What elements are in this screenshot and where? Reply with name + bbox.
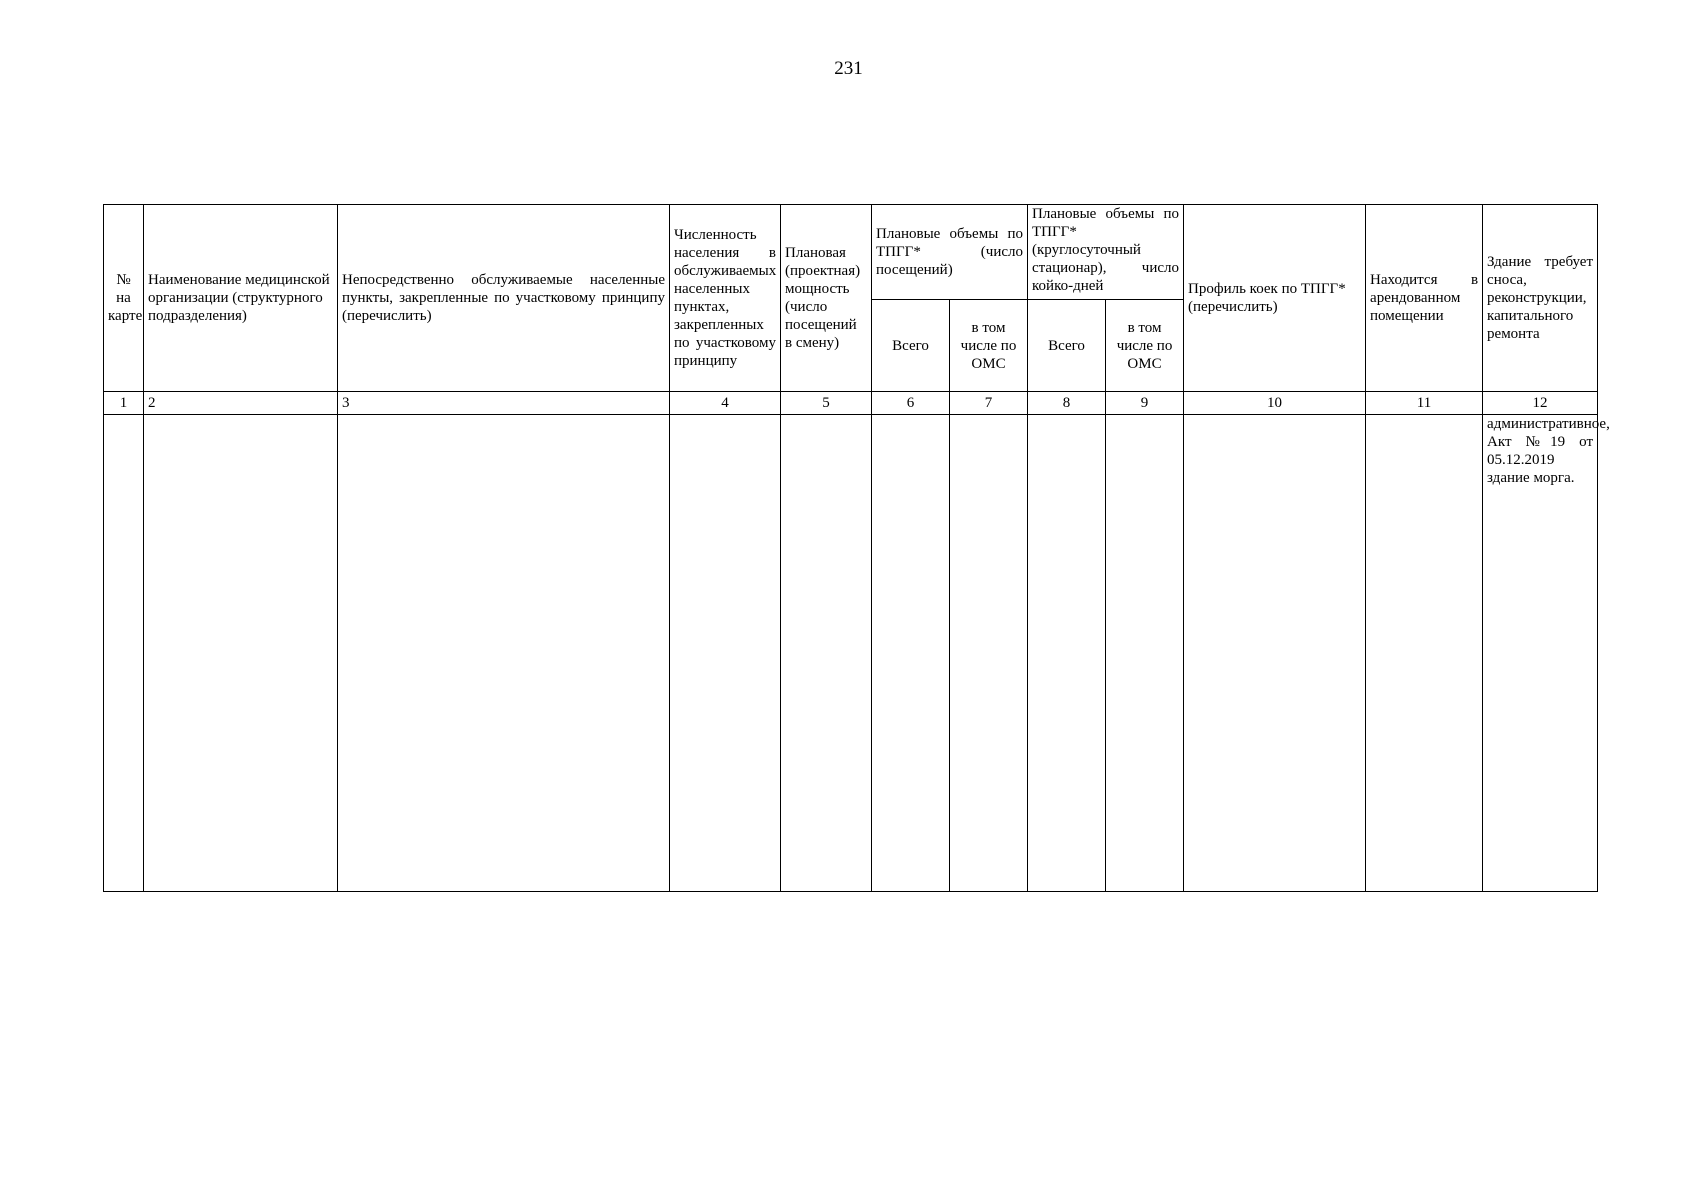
column-numbers-row bbox=[104, 392, 1598, 415]
cell-rented-premises bbox=[1366, 415, 1483, 892]
header-rented-premises: Находится в арендованном помещении bbox=[1366, 205, 1483, 392]
header-visits-oms: в том числе по ОМС bbox=[950, 300, 1028, 392]
header-population: Численность населения в обслуживаемых населенных пунктах, закрепленных по участковому принципу bbox=[670, 205, 781, 392]
column-number: 6 bbox=[872, 392, 950, 415]
column-number: 1 bbox=[104, 392, 144, 415]
column-number: 4 bbox=[670, 392, 781, 415]
cell-organization-name bbox=[144, 415, 338, 892]
header-bed-days-group: Плановые объемы по ТПГГ* (круглосуточный стационар), число койко-дней bbox=[1028, 205, 1184, 300]
column-number: 7 bbox=[950, 392, 1028, 415]
column-number: 5 bbox=[781, 392, 872, 415]
cell-bed-profile bbox=[1184, 415, 1366, 892]
column-number: 9 bbox=[1106, 392, 1184, 415]
cell-bed-days-oms bbox=[1106, 415, 1184, 892]
header-bed-profile: Профиль коек по ТПГГ* (перечислить) bbox=[1184, 205, 1366, 392]
cell-planned-capacity bbox=[781, 415, 872, 892]
column-number: 11 bbox=[1366, 392, 1483, 415]
header-bed-days-oms: в том числе по ОМС bbox=[1106, 300, 1184, 392]
data-table bbox=[103, 204, 1610, 892]
header-organization-name: Наименование медицинской организации (структурного подразделения) bbox=[144, 205, 338, 392]
table-header-row bbox=[104, 205, 1598, 300]
cell-map-number bbox=[104, 415, 144, 892]
cell-population bbox=[670, 415, 781, 892]
header-map-number: № на карте bbox=[104, 205, 144, 392]
column-number: 3 bbox=[338, 392, 670, 415]
column-number: 10 bbox=[1184, 392, 1366, 415]
cell-settlements bbox=[338, 415, 670, 892]
header-visits-total: Всего bbox=[872, 300, 950, 392]
cell-visits-total bbox=[872, 415, 950, 892]
header-building-condition: Здание требует сноса, реконструкции, капитального ремонта bbox=[1483, 205, 1598, 392]
column-number: 2 bbox=[144, 392, 338, 415]
page-number: 231 bbox=[834, 58, 863, 79]
header-planned-capacity: Плановая (проектная) мощность (число посещений в смену) bbox=[781, 205, 872, 392]
column-number: 8 bbox=[1028, 392, 1106, 415]
column-number: 12 bbox=[1483, 392, 1598, 415]
cell-building-condition: административное, Акт №19 от 05.12.2019 здание морга. bbox=[1483, 415, 1598, 892]
header-bed-days-total: Всего bbox=[1028, 300, 1106, 392]
cell-bed-days-total bbox=[1028, 415, 1106, 892]
header-visits-volume-group: Плановые объемы по ТПГГ* (число посещений) bbox=[872, 205, 1028, 300]
header-settlements: Непосредственно обслуживаемые населенные пункты, закрепленные по участковому принципу (перечислить) bbox=[338, 205, 670, 392]
cell-visits-oms bbox=[950, 415, 1028, 892]
table-row bbox=[104, 415, 1598, 892]
